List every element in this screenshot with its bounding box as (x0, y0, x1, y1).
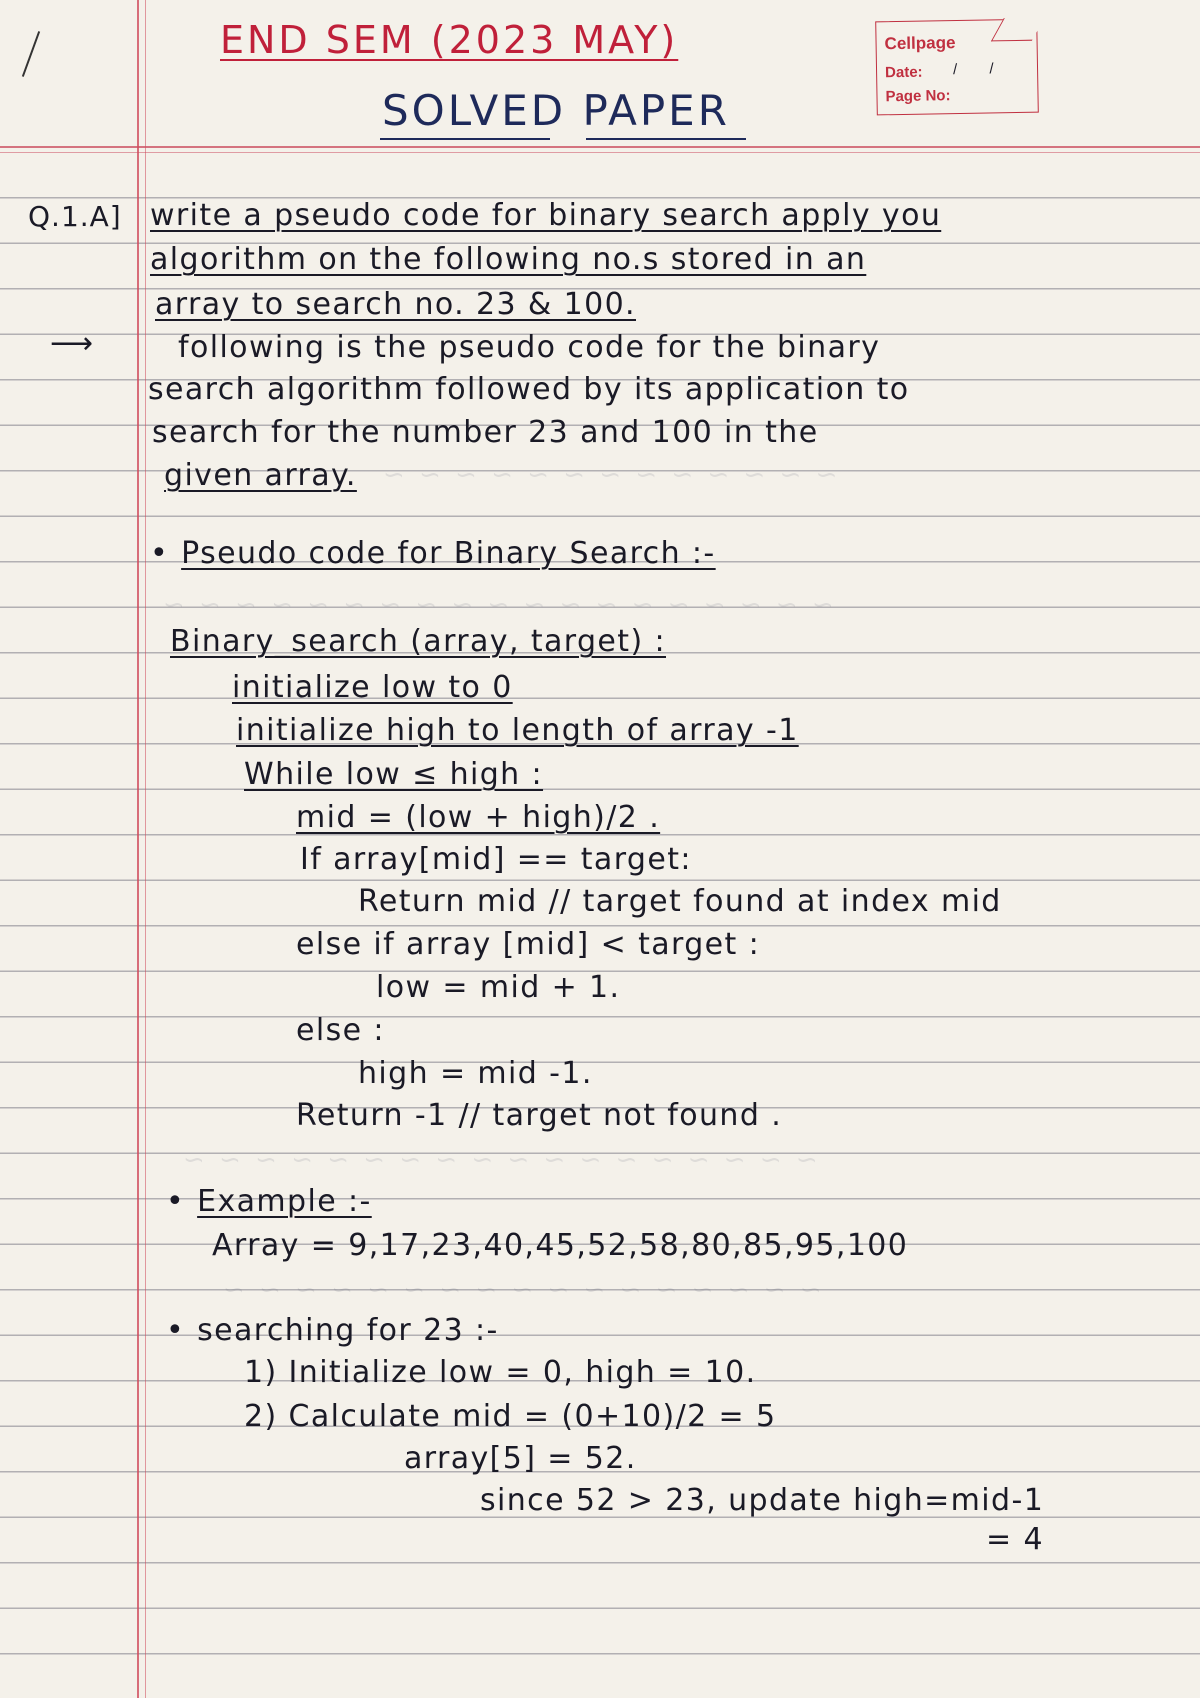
stamp-page-label: Page No: (885, 87, 951, 106)
code-line: Binary_search (array, target) : (170, 624, 666, 659)
question-line: write a pseudo code for binary search apply you (150, 198, 942, 233)
code-line: low = mid + 1. (376, 970, 621, 1005)
subtitle-underline (586, 138, 746, 140)
code-line: initialize low to 0 (232, 670, 513, 705)
step-line: = 4 (986, 1522, 1044, 1557)
step-line: 2) Calculate mid = (0+10)/2 = 5 (244, 1399, 777, 1434)
stamp-date-value: / / (952, 60, 1008, 79)
header-rule (0, 146, 1200, 148)
step-line: 1) Initialize low = 0, high = 10. (244, 1355, 757, 1390)
arrow-icon: ⟶ (50, 326, 94, 361)
bleed-through-text: ~ ~ ~ ~ ~ ~ ~ ~ ~ ~ ~ ~ ~ (380, 460, 838, 490)
header-rule-secondary (0, 152, 1200, 153)
code-line: Return mid // target found at index mid (358, 884, 1002, 919)
code-line: mid = (low + high)/2 . (296, 800, 661, 835)
bleed-through-text: ~ ~ ~ ~ ~ ~ ~ ~ ~ ~ ~ ~ ~ ~ ~ ~ ~ ~ ~ (160, 590, 834, 620)
subtitle-underline (380, 138, 550, 140)
step-line: since 52 > 23, update high=mid-1 (480, 1483, 1045, 1518)
answer-line: search for the number 23 and 100 in the (152, 415, 819, 450)
page-subtitle: SOLVED PAPER (382, 86, 730, 135)
code-line: If array[mid] == target: (300, 842, 692, 877)
pen-mark (22, 31, 40, 77)
code-line: high = mid -1. (358, 1056, 593, 1091)
code-line: else if array [mid] < target : (296, 927, 761, 962)
question-line: array to search no. 23 & 100. (155, 287, 636, 322)
step-line: array[5] = 52. (404, 1441, 637, 1476)
margin-line (137, 0, 139, 1698)
bleed-through-text: ~ ~ ~ ~ ~ ~ ~ ~ ~ ~ ~ ~ ~ ~ ~ ~ ~ ~ (180, 1145, 818, 1175)
notebook-stamp (875, 19, 1039, 116)
example-heading-text: Example :- (197, 1184, 372, 1219)
answer-line: given array. (164, 458, 357, 493)
code-line: While low ≤ high : (244, 757, 544, 792)
question-line: algorithm on the following no.s stored in an (150, 242, 867, 277)
section-heading (166, 1313, 499, 1348)
page-title (220, 18, 678, 62)
stamp-date-label: Date: (884, 63, 923, 82)
answer-line: search algorithm followed by its application to (148, 372, 910, 407)
question-label: Q.1.A] (28, 200, 122, 233)
stamp-brand: Cellpage (884, 33, 956, 54)
bleed-through-text: ~ ~ ~ ~ ~ ~ ~ ~ ~ ~ ~ ~ ~ ~ ~ ~ ~ (220, 1275, 822, 1305)
stamp-fold (991, 17, 1045, 41)
search23-heading-text: searching for 23 :- (197, 1313, 499, 1348)
answer-line: following is the pseudo code for the binary (178, 330, 881, 365)
pseudo-heading-text: Pseudo code for Binary Search :- (181, 536, 716, 571)
section-heading (166, 1184, 372, 1219)
code-line: initialize high to length of array -1 (236, 713, 799, 748)
title-line1: END SEM (2023 MAY) (220, 18, 679, 62)
margin-line-secondary (145, 0, 146, 1698)
code-line: Return -1 // target not found . (296, 1098, 783, 1133)
code-line: else : (296, 1013, 385, 1048)
section-heading (150, 536, 716, 571)
array-line: Array = 9,17,23,40,45,52,58,80,85,95,100 (212, 1228, 909, 1263)
